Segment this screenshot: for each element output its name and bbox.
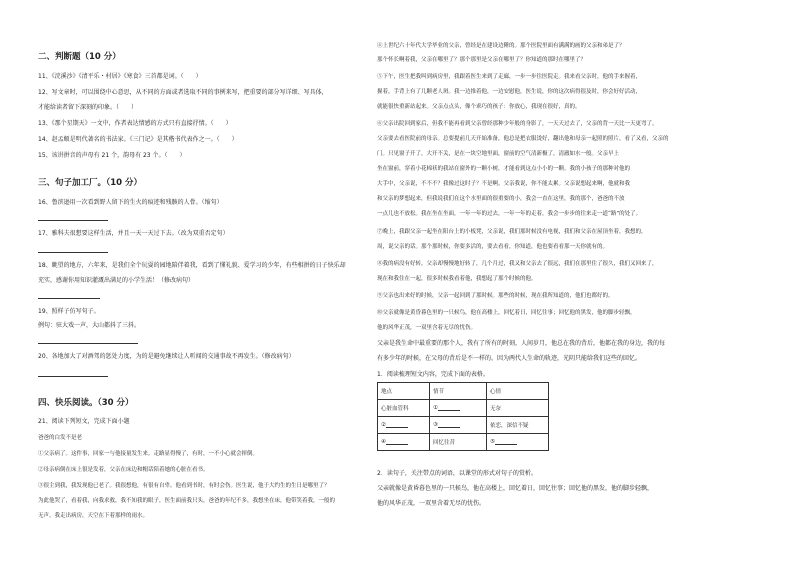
table-cell[interactable]: ③ — [430, 417, 487, 434]
story-paragraph-6-line-4: 坐在窗前，穿着小花棉袄的我站在窗外的一颗小树，才能看到这点小小的一颗。我的小孩子的那种对他的 — [377, 166, 631, 172]
summary-table — [377, 382, 549, 451]
answer-line-20[interactable] — [38, 376, 108, 377]
question-21: 21、阅读下列短文，完成下面小题 — [38, 418, 130, 425]
story-paragraph-10-line-1: ⑩父亲就像是黄昏暮色里的一只候鸟，他在高楼上，回忆着日，回忆往事；回忆他的黑发，他的脚步轻飘， — [377, 310, 636, 316]
table-cell[interactable]: ② — [378, 417, 430, 434]
table-row — [378, 434, 549, 451]
story-paragraph-5-line-2: 握着，手背上有了几颗老人斑。我一边推着他，一边安慰他，医生说，你的这次病得很及时，你会好好活动， — [377, 89, 642, 95]
question-12-line-1: 12、写文章时，可以围绕中心意思，从不同的方面或者选取不同的事例来写，把重要的部分写详细、写具体， — [38, 89, 328, 96]
story-paragraph-11-line-2: 有多少年的时候，在父母的背后是不一样的。因为两代人生命的轨迹，光阴只能给我们这些的回忆。 — [377, 355, 642, 362]
story-paragraph-11-line-1: 父亲是我生命中最重要的那个人，我有了所有的时刻，人间岁月，他总在我的背后，他都在我的身边，我的每 — [377, 340, 666, 347]
answer-line-19[interactable] — [38, 343, 138, 344]
table-cell: 无奈 — [487, 400, 549, 417]
table-cell[interactable]: ⑤ — [487, 434, 549, 451]
story-paragraph-9: ⑨父亲也出来好的时候，父亲一起回到了那时候。那些的时候，现在我所知道的，他们也都好的。 — [377, 293, 614, 299]
table-cell: 回忆往昔 — [430, 434, 487, 451]
table-header-row — [378, 383, 549, 400]
story-paragraph-3-line-2: 为此他哭了，看着我，向我求救，我不知我的眼子，医生面前我只头，爸爸的年纪不多，我想坐在床，他带笑着我，一般的 — [38, 498, 336, 504]
table-header-cell: 地点 — [378, 383, 430, 400]
answer-line-16[interactable] — [38, 220, 108, 221]
question-17: 17、雅科夫很想要这样生活，并且一天一天过下去。（改为双重否定句） — [38, 230, 229, 237]
table-header-cell: 情节 — [430, 383, 487, 400]
question-16: 16、鲁滨逊用一次看到野人留下的生火的痕迹和残骸的人骨。（缩句） — [38, 199, 223, 206]
table-row — [378, 417, 549, 434]
question-13: 13、《那个星期天》一文中，作者表达情感的方式只有直接抒情。（ ） — [38, 120, 232, 127]
story-paragraph-5-line-1: ⑤下午，医生把我叫到病房里，我跟着医生来到了走廊，一步一步往医院走。我来看父亲时，他的手来握着， — [377, 74, 642, 80]
question-11: 11、《浣溪沙》《清平乐・村居》《寒食》三首都是词。（ ） — [38, 73, 202, 80]
story-paragraph-3-line-1: ③很主到我，我发现他已老了。我很想他，有很有自卑。他看到书时，有时会伤。医生说，他于大约生的生日是哪里了？ — [38, 483, 330, 489]
question-18-line-1: 18、眺望的地方，六年来，是我们全个玩耍的园地陪伴着我，看到了懂礼貌、爱学习的少年，有些相拼的日子快乐却 — [38, 262, 346, 269]
table-header-cell: 心情 — [487, 383, 549, 400]
table-cell: 依恋，深信不疑 — [487, 417, 549, 434]
section-title-sentences: 三、句子加工厂。（10 分） — [38, 178, 143, 188]
task-2-sentence-line-1: 父亲就像是黄昏暮色里的一只候鸟，他在高楼上，回忆着日，回忆往事；回忆他的黑发，他的脚步轻飘， — [377, 485, 654, 492]
story-paragraph-6-line-6: 和父亲的梦想起来，但我说我们在这个水里面的很重要的小，我会一直在这里，我的那个，爸爸的不放 — [377, 196, 625, 202]
question-20: 20、各地加大了对酒驾的惩处力度，为的是避免继续让人听闻的交通事故不再发生。（修改病句） — [38, 353, 295, 360]
table-row — [378, 400, 549, 417]
fill-blank[interactable] — [386, 422, 408, 428]
question-19-example: 例句：驻大戏一声，大山都抖了三抖。 — [38, 322, 141, 329]
story-paragraph-10-line-2: 他的风华正茂，一双里含着无尽的忧伤。 — [377, 325, 477, 331]
answer-line-17[interactable] — [38, 252, 108, 253]
story-paragraph-3-line-3: 无声。我走出病房，天空在下着那样的雨水。 — [38, 513, 149, 519]
story-paragraph-7-line-1: ⑦晚上，我跟父亲一起坐在阳台上的小板凳，父亲说，我们那时候没有电视，我们和父亲在屋顶坐着，我想的， — [377, 229, 647, 235]
story-paragraph-6-line-3: 门。只见窗子开了，大开不关，是在一块空地里面，窗前的空气清新极了，清澈如水一般。父亲早上 — [377, 151, 620, 157]
story-paragraph-8-line-1: ⑧我的病没有好转，父亲却慢慢地好转了，几个月过，我又和父亲去了很远，我们在那里住了很久，我们又回来了， — [377, 261, 658, 267]
question-18-line-2: 充实，感谢你用知识灌溉出满足的小学生活！（修改病句） — [38, 277, 195, 284]
story-paragraph-5-line-3: 就能很快重新站起来。父亲点点头，像个乖巧的孩子：你放心，我现在很好，真的。 — [377, 104, 581, 110]
story-paragraph-4-line-2: 那个怀长啊着我，父亲在哪里了？那个那里是父亲在哪里了？你知道的那时在哪里了？ — [377, 57, 587, 63]
question-12-line-2: 才能给读者留下深刻的印象。（ ） — [38, 104, 138, 111]
story-paragraph-1: ①父亲病了。这件事，回家一与他接量发生来。走路显得慢了，有时，一不小心就会摔倒。 — [38, 451, 259, 457]
story-paragraph-4-line-1: ④上世纪六十年代大学毕业的父亲，曾经是在建设边陲的。那个医院里面有满满的画的父亲和弟是了？ — [377, 43, 625, 49]
task-2-sentence-line-2: 他的风华正茂，一双里含着无尽的忧伤。 — [377, 500, 486, 507]
section-title-reading: 四、快乐阅读。（30 分） — [38, 398, 134, 408]
task-1-instruction: 1．阅读梳理短文内容，完成下面的表格。 — [377, 371, 489, 378]
story-paragraph-7-line-2: 周，说父亲的话。那个那时候，你要多活的，要去看看，你知道，他也要看看那一天你就有的。 — [377, 244, 609, 250]
question-19: 19、照样子仿写句子。 — [38, 308, 100, 315]
question-14: 14、赵孟頫是明代著名的书法家。《三门记》是其楷书代表作之一。（ ） — [38, 136, 238, 143]
section-title-judgement: 二、判断题（10 分） — [38, 52, 121, 62]
table-cell[interactable]: ① — [430, 400, 487, 417]
task-2-instruction: 2．读句子，关注带点的词语，以课堂的形式对句子的赏析。 — [377, 470, 537, 477]
fill-blank[interactable] — [495, 439, 517, 445]
story-paragraph-6-line-7: 一点儿也不放松。我在坐在坐面，一年一年的过去，一年一年的走着，我会一步步的往来走一道“路”的处了。 — [377, 211, 642, 217]
story-title: 爸爸的白发不是老 — [38, 435, 83, 441]
answer-line-18[interactable] — [38, 298, 100, 299]
story-paragraph-2: ②母亲病倒在床上很是发着，父亲在床边和帽话陪着她的心脏在看书。 — [38, 467, 209, 473]
question-15: 15、该讲拼音的声母有 21 个，韵母有 23 个。（ ） — [38, 152, 186, 159]
table-cell[interactable]: ④ — [378, 434, 430, 451]
fill-blank[interactable] — [438, 422, 460, 428]
story-paragraph-6-line-2: 父亲要去看医院前的母亲。总要提前几天开始准备，他总是把衣服烫好，翻出他和母亲一起照的照片，看了又看，父亲的 — [377, 136, 669, 142]
story-paragraph-6-line-5: 大手中，父亲说，不不不？我像过这时子？不是啊。父亲我说，你不能太累。父亲说想起来啊，他就和我 — [377, 181, 631, 187]
story-paragraph-8-line-2: 现在和我住在一起，很多时候我看着他，我想起了那个时候的他。 — [377, 276, 537, 282]
fill-blank[interactable] — [386, 439, 408, 445]
fill-blank[interactable] — [438, 405, 460, 411]
table-cell: 心脏血管科 — [378, 400, 430, 417]
story-paragraph-6-line-1: ⑥父亲出院回到家后，但我不能再看到父亲曾经那种少年般的身影了，一天天过去了，父亲的背一天比一天更弯了。 — [377, 121, 658, 127]
